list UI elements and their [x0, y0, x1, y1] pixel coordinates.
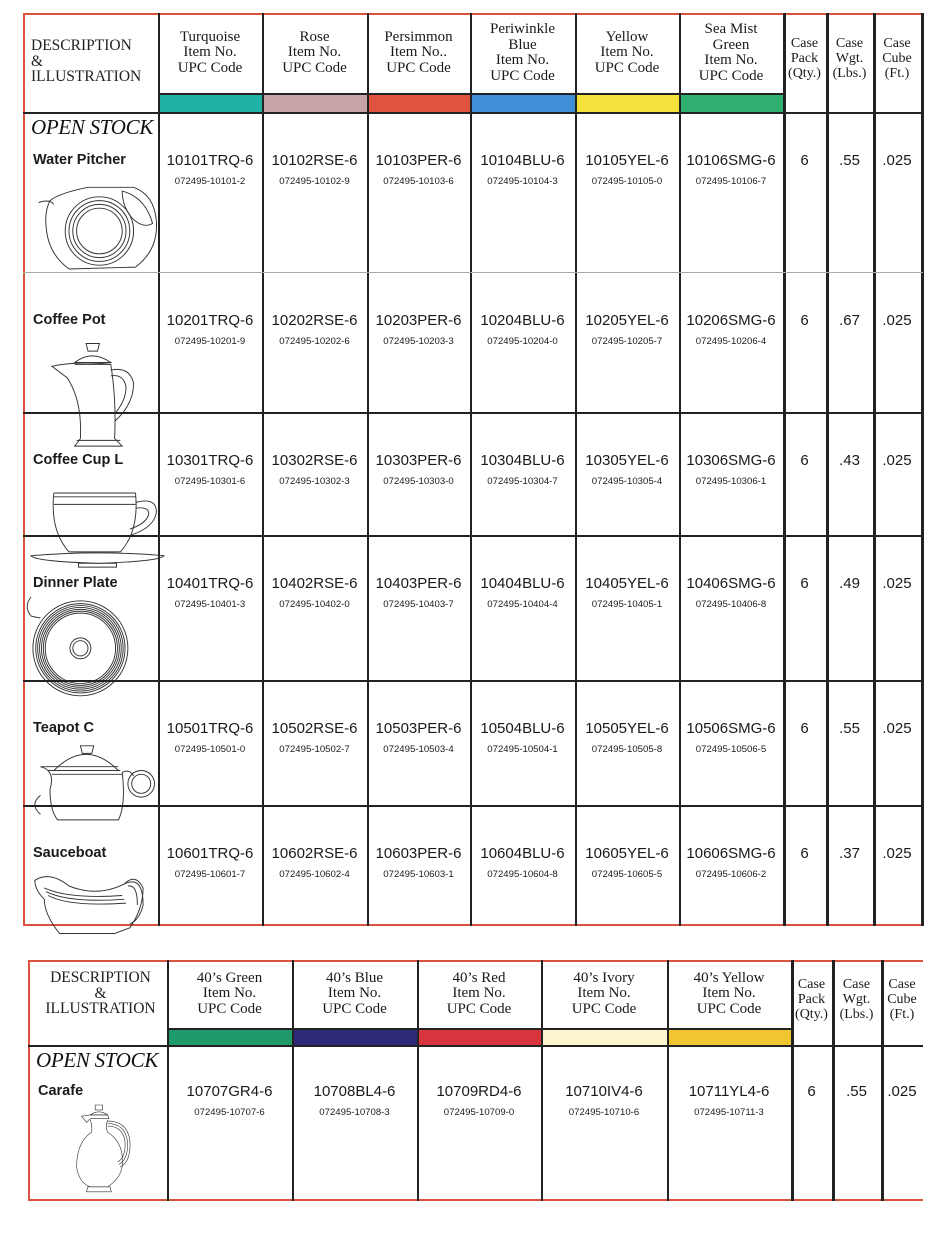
- case-wgt-value: .67: [839, 312, 860, 329]
- column-header-line: Item No.: [495, 52, 550, 68]
- case-column-header: [826, 13, 873, 103]
- case-cube-value: .025: [882, 152, 912, 169]
- upc-code: 072495-10502-7: [279, 744, 350, 755]
- color-swatch: [367, 93, 470, 114]
- frame-left: [23, 13, 25, 926]
- color-column-header: [541, 960, 667, 1028]
- column-header-line: Item No.: [600, 44, 654, 61]
- row-divider: [23, 272, 923, 273]
- product-name: Water Pitcher: [33, 152, 126, 168]
- case-column-header: [832, 960, 881, 1038]
- item-number: 10501TRQ-6: [166, 720, 254, 737]
- color-column-header: [417, 960, 541, 1028]
- column-header-line: 40’s Ivory: [573, 969, 635, 986]
- case-pack-value: 6: [800, 720, 809, 737]
- case-pack-value: 6: [800, 452, 809, 469]
- item-number: 10202RSE-6: [271, 312, 358, 329]
- column-header-line: Wgt.: [835, 50, 864, 66]
- color-column-header: [262, 13, 367, 93]
- case-wgt-value: .55: [839, 720, 860, 737]
- item-number: 10105YEL-6: [585, 152, 669, 169]
- upc-code: 072495-10503-4: [383, 744, 454, 755]
- teapot-illustration-icon: [31, 742, 171, 882]
- product-name: Coffee Pot: [33, 312, 106, 328]
- item-number: 10502RSE-6: [271, 720, 358, 737]
- column-header-line: 40’s Yellow: [693, 969, 765, 986]
- case-wgt-value: .55: [839, 152, 860, 169]
- column-header-line: Case: [835, 35, 864, 51]
- item-number: 10206SMG-6: [686, 312, 776, 329]
- item-number: 10404BLU-6: [480, 575, 565, 592]
- upc-code: 072495-10102-9: [279, 176, 350, 187]
- column-header-line: (Lbs.): [839, 1006, 874, 1022]
- column-header-line: Case: [888, 976, 916, 992]
- upc-code: 072495-10402-0: [279, 599, 350, 610]
- upc-code: 072495-10404-4: [487, 599, 558, 610]
- column-divider: [679, 13, 681, 926]
- item-number: 10302RSE-6: [271, 452, 358, 469]
- column-divider: [881, 960, 884, 1201]
- top-product-table: [23, 13, 923, 926]
- item-number: 10205YEL-6: [585, 312, 669, 329]
- column-header-line: Cube: [882, 50, 912, 66]
- column-header-line: Yellow: [605, 28, 649, 45]
- item-number: 10305YEL-6: [585, 452, 669, 469]
- item-number: 10602RSE-6: [271, 845, 358, 862]
- upc-code: 072495-10711-3: [694, 1107, 764, 1118]
- case-wgt-value: .37: [839, 845, 860, 862]
- case-column-header: [791, 960, 832, 1038]
- upc-code: 072495-10206-4: [695, 336, 767, 347]
- column-header-line: Pack: [797, 991, 826, 1007]
- column-header-line: (Qty.): [795, 1006, 828, 1022]
- case-pack-value: 6: [800, 152, 809, 169]
- column-header-line: Item No.: [287, 44, 342, 61]
- item-number: 10406SMG-6: [686, 575, 776, 592]
- column-divider: [667, 960, 669, 1201]
- column-header-line: Turquoise: [179, 28, 241, 45]
- case-column-header: [873, 13, 921, 103]
- case-column-header: [783, 13, 826, 103]
- column-header-line: Persimmon: [384, 28, 453, 45]
- column-header-line: Case: [790, 35, 819, 51]
- case-cube-value: .025: [887, 1083, 917, 1100]
- upc-code: 072495-10501-0: [174, 744, 246, 755]
- column-divider: [262, 13, 264, 926]
- case-cube-value: .025: [882, 845, 912, 862]
- column-header-line: Item No..: [389, 44, 448, 61]
- column-divider: [417, 960, 419, 1201]
- column-header-line: Case: [883, 35, 911, 51]
- description-header: [31, 38, 156, 85]
- column-header-line: UPC Code: [696, 1000, 762, 1017]
- column-header-line: Cube: [887, 991, 917, 1007]
- upc-code: 072495-10204-0: [487, 336, 558, 347]
- description-header-line: &: [31, 52, 44, 70]
- column-header-line: (Lbs.): [832, 65, 867, 81]
- column-header-line: Pack: [790, 50, 819, 66]
- upc-code: 072495-10601-7: [174, 869, 246, 880]
- upc-code: 072495-10106-7: [695, 176, 767, 187]
- item-number: 10101TRQ-6: [166, 152, 254, 169]
- column-divider: [367, 13, 369, 926]
- item-number: 10401TRQ-6: [166, 575, 254, 592]
- coffee-cup-illustration-icon: [31, 474, 171, 614]
- item-number: 10506SMG-6: [686, 720, 776, 737]
- item-number: 10204BLU-6: [480, 312, 565, 329]
- column-header-line: Sea Mist: [704, 21, 758, 37]
- upc-code: 072495-10203-3: [383, 336, 454, 347]
- column-divider: [826, 13, 829, 926]
- upc-code: 072495-10101-2: [174, 176, 246, 187]
- upc-code: 072495-10201-9: [174, 336, 246, 347]
- column-header-line: UPC Code: [197, 1000, 262, 1017]
- header-divider: [28, 1045, 923, 1047]
- item-number: 10104BLU-6: [480, 152, 565, 169]
- upc-code: 072495-10604-8: [487, 869, 558, 880]
- item-number: 10103PER-6: [375, 152, 462, 169]
- upc-code: 072495-10302-3: [279, 476, 350, 487]
- column-header-line: UPC Code: [177, 59, 243, 76]
- upc-code: 072495-10406-8: [695, 599, 767, 610]
- column-header-line: Case: [842, 976, 871, 992]
- column-header-line: UPC Code: [571, 1000, 637, 1017]
- color-column-header: [667, 960, 791, 1028]
- upc-code: 072495-10103-6: [383, 176, 454, 187]
- column-header-line: Item No.: [577, 985, 631, 1002]
- column-header-line: UPC Code: [594, 59, 660, 76]
- item-number: 10606SMG-6: [686, 845, 776, 862]
- item-number: 10405YEL-6: [585, 575, 669, 592]
- dinner-plate-illustration-icon: [31, 597, 171, 737]
- upc-code: 072495-10305-4: [591, 476, 663, 487]
- case-cube-value: .025: [882, 720, 912, 737]
- column-header-line: Case: [797, 976, 826, 992]
- upc-code: 072495-10205-7: [591, 336, 663, 347]
- color-column-header: [167, 960, 292, 1028]
- upc-code: 072495-10304-7: [487, 476, 558, 487]
- column-header-line: Blue: [508, 36, 537, 53]
- color-swatch: [679, 93, 783, 114]
- column-divider: [783, 13, 786, 926]
- frame-left: [28, 960, 30, 1201]
- item-number: 10707GR4-6: [186, 1083, 273, 1100]
- column-header-line: Green: [712, 36, 750, 53]
- color-column-header: [470, 13, 575, 93]
- column-divider: [873, 13, 876, 926]
- column-header-line: UPC Code: [490, 67, 555, 84]
- item-number: 10304BLU-6: [480, 452, 565, 469]
- column-header-line: UPC Code: [698, 67, 764, 84]
- column-header-line: UPC Code: [322, 1000, 387, 1017]
- item-number: 10303PER-6: [375, 452, 462, 469]
- column-header-line: UPC Code: [446, 1000, 512, 1017]
- color-column-header: [679, 13, 783, 93]
- item-number: 10106SMG-6: [686, 152, 776, 169]
- row-divider: [23, 680, 923, 682]
- upc-code: 072495-10602-4: [279, 869, 350, 880]
- item-number: 10505YEL-6: [585, 720, 669, 737]
- color-column-header: [158, 13, 262, 93]
- product-name: Teapot C: [33, 720, 94, 736]
- item-number: 10203PER-6: [375, 312, 462, 329]
- color-swatch: [470, 93, 575, 114]
- color-swatch: [158, 93, 262, 114]
- upc-code: 072495-10301-6: [174, 476, 246, 487]
- item-number: 10102RSE-6: [271, 152, 358, 169]
- column-header-line: Item No.: [452, 985, 506, 1002]
- color-swatch: [262, 93, 367, 114]
- item-number: 10201TRQ-6: [166, 312, 254, 329]
- upc-code: 072495-10707-6: [194, 1107, 265, 1118]
- column-header-line: (Ft.): [884, 65, 910, 81]
- upc-code: 072495-10504-1: [487, 744, 558, 755]
- item-number: 10301TRQ-6: [166, 452, 254, 469]
- description-header-line: &: [94, 984, 107, 1002]
- description-header-line: ILLUSTRATION: [31, 68, 142, 85]
- column-header-line: Wgt.: [842, 991, 871, 1007]
- upc-code: 072495-10405-1: [591, 599, 663, 610]
- item-number: 10605YEL-6: [585, 845, 669, 862]
- open-stock-label: OPEN STOCK: [36, 1048, 159, 1072]
- column-header-line: Periwinkle: [490, 21, 555, 37]
- case-cube-value: .025: [882, 452, 912, 469]
- upc-code: 072495-10401-3: [174, 599, 246, 610]
- item-number: 10708BL4-6: [313, 1083, 396, 1100]
- case-wgt-value: .55: [846, 1083, 867, 1100]
- column-header-line: Item No.: [202, 985, 257, 1002]
- case-wgt-value: .49: [839, 575, 860, 592]
- upc-code: 072495-10506-5: [695, 744, 767, 755]
- item-number: 10503PER-6: [375, 720, 462, 737]
- item-number: 10710IV4-6: [565, 1083, 643, 1100]
- upc-code: 072495-10202-6: [279, 336, 350, 347]
- upc-code: 072495-10709-0: [443, 1107, 515, 1118]
- product-name: Coffee Cup L: [33, 452, 124, 468]
- column-header-line: (Ft.): [889, 1006, 915, 1022]
- upc-code: 072495-10105-0: [591, 176, 663, 187]
- row-divider: [23, 805, 923, 807]
- case-pack-value: 6: [800, 845, 809, 862]
- case-pack-value: 6: [800, 575, 809, 592]
- upc-code: 072495-10104-3: [487, 176, 558, 187]
- column-header-line: UPC Code: [282, 59, 347, 76]
- column-header-line: Item No.: [327, 985, 382, 1002]
- color-column-header: [575, 13, 679, 93]
- product-name: Sauceboat: [33, 845, 107, 861]
- column-header-line: 40’s Blue: [325, 969, 384, 986]
- column-divider: [832, 960, 835, 1201]
- case-cube-value: .025: [882, 575, 912, 592]
- color-column-header: [292, 960, 417, 1028]
- item-number: 10306SMG-6: [686, 452, 776, 469]
- column-header-line: Rose: [299, 28, 330, 45]
- column-divider: [541, 960, 543, 1201]
- column-divider: [575, 13, 577, 926]
- open-stock-label: OPEN STOCK: [31, 115, 154, 139]
- case-pack-value: 6: [807, 1083, 816, 1100]
- upc-code: 072495-10710-6: [568, 1107, 640, 1118]
- column-header-line: (Qty.): [788, 65, 821, 81]
- description-header-line: DESCRIPTION: [50, 969, 151, 986]
- color-swatch: [575, 93, 679, 114]
- item-number: 10603PER-6: [375, 845, 462, 862]
- water-pitcher-illustration-icon: [31, 174, 171, 314]
- item-number: 10402RSE-6: [271, 575, 358, 592]
- case-wgt-value: .43: [839, 452, 860, 469]
- case-pack-value: 6: [800, 312, 809, 329]
- description-header-line: DESCRIPTION: [31, 37, 132, 54]
- upc-code: 072495-10603-1: [383, 869, 454, 880]
- upc-code: 072495-10708-3: [319, 1107, 390, 1118]
- column-divider: [292, 960, 294, 1201]
- column-header-line: UPC Code: [386, 59, 451, 76]
- case-column-header: [881, 960, 923, 1038]
- column-header-line: Item No.: [704, 52, 758, 68]
- column-divider: [791, 960, 794, 1201]
- column-header-line: Item No.: [702, 985, 756, 1002]
- row-divider: [23, 535, 923, 537]
- upc-code: 072495-10606-2: [695, 869, 767, 880]
- upc-code: 072495-10306-1: [695, 476, 767, 487]
- product-name: Carafe: [38, 1083, 84, 1099]
- column-header-line: 40’s Green: [196, 969, 263, 986]
- column-divider: [470, 13, 472, 926]
- bottom-product-table: [28, 960, 923, 1201]
- description-header-line: ILLUSTRATION: [45, 1000, 156, 1017]
- case-cube-value: .025: [882, 312, 912, 329]
- product-name: Dinner Plate: [33, 575, 118, 591]
- item-number: 10504BLU-6: [480, 720, 565, 737]
- item-number: 10709RD4-6: [436, 1083, 522, 1100]
- item-number: 10601TRQ-6: [166, 845, 254, 862]
- column-divider: [921, 13, 924, 926]
- upc-code: 072495-10505-8: [591, 744, 663, 755]
- row-divider: [23, 412, 923, 414]
- upc-code: 072495-10303-0: [383, 476, 454, 487]
- upc-code: 072495-10605-5: [591, 869, 663, 880]
- item-number: 10604BLU-6: [480, 845, 565, 862]
- column-header-line: Item No.: [183, 44, 237, 61]
- carafe-illustration-icon: [58, 1105, 198, 1245]
- upc-code: 072495-10403-7: [383, 599, 454, 610]
- item-number: 10403PER-6: [375, 575, 462, 592]
- item-number: 10711YL4-6: [688, 1083, 770, 1100]
- description-header: [36, 970, 165, 1017]
- color-column-header: [367, 13, 470, 93]
- column-header-line: 40’s Red: [452, 969, 506, 986]
